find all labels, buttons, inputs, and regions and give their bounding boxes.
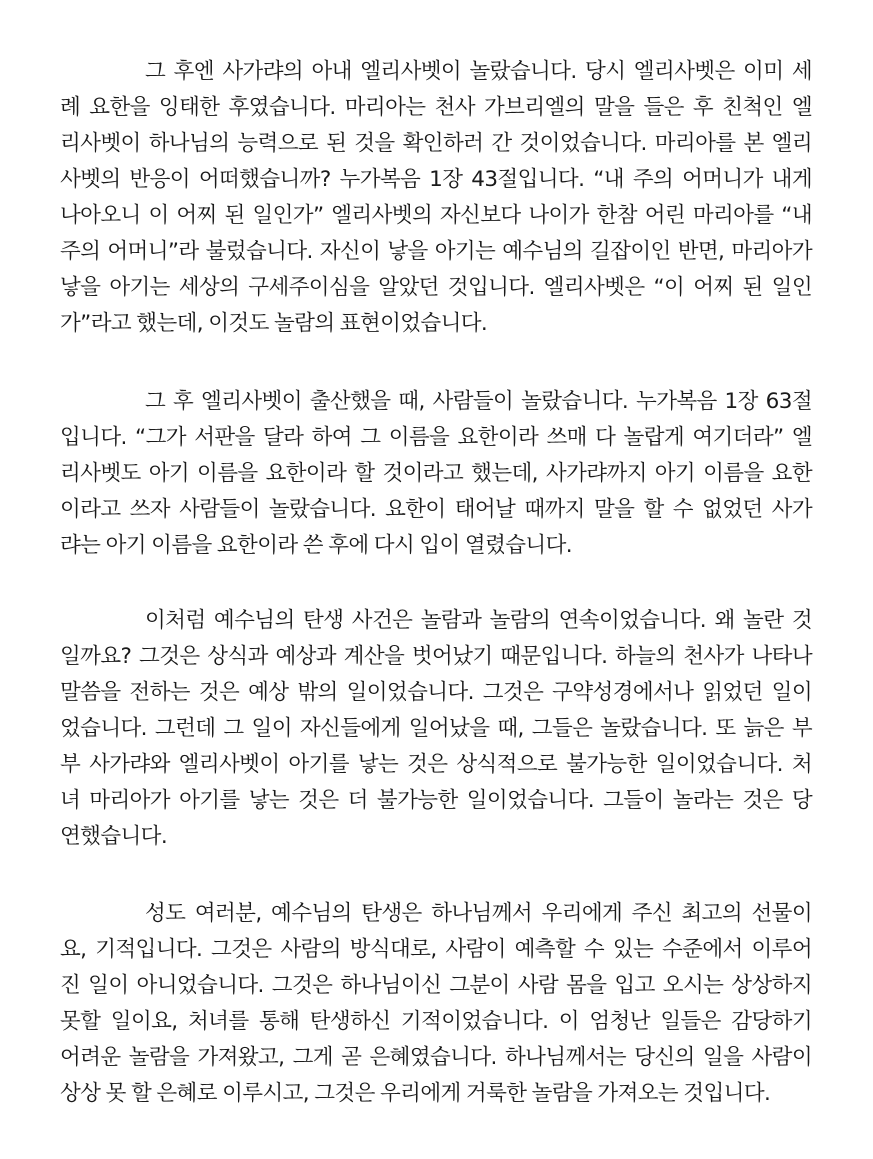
- text-line: 성도 여러분, 예수님의 탄생은 하나님께서 우리에게 주신 최고의 선물이: [145, 901, 812, 926]
- text-line: 이라고 쓰자 사람들이 놀랐습니다. 요한이 태어날 때까지 말을 할 수 없었던 사가: [60, 497, 812, 522]
- text-line: 나아오니 이 어찌 된 일인가” 엘리사벳의 자신보다 나이가 한참 어린 마리아를 “내: [60, 203, 812, 228]
- text-line: 그 후 엘리사벳이 출산했을 때, 사람들이 놀랐습니다. 누가복음 1장 63절: [145, 389, 812, 414]
- text-line: 사벳의 반응이 어떠했습니까? 누가복음 1장 43절입니다. “내 주의 어머니가 내게: [60, 167, 812, 192]
- text-line: 낳을 아기는 세상의 구세주이심을 알았던 것입니다. 엘리사벳은 “이 어찌 된 일인: [60, 275, 812, 300]
- text-line: 리사벳이 하나님의 능력으로 된 것을 확인하러 간 것이었습니다. 마리아를 본 엘리: [60, 131, 812, 156]
- text-line: 랴는 아기 이름을 요한이라 쓴 후에 다시 입이 열렸습니다.: [60, 533, 572, 558]
- text-line: 리사벳도 아기 이름을 요한이라 할 것이라고 했는데, 사가랴까지 아기 이름을 요한: [60, 461, 812, 486]
- text-line: 이처럼 예수님의 탄생 사건은 놀람과 놀람의 연속이었습니다. 왜 놀란 것: [145, 608, 812, 633]
- text-line: 가”라고 했는데, 이것도 놀람의 표현이었습니다.: [60, 311, 488, 336]
- text-line: 상상 못 할 은혜로 이루시고, 그것은 우리에게 거룩한 놀람을 가져오는 것입니다.: [60, 1081, 771, 1106]
- text-line: 입니다. “그가 서판을 달라 하여 그 이름을 요한이라 쓰매 다 놀랍게 여기더라” 엘: [60, 425, 812, 450]
- text-line: 었습니다. 그런데 그 일이 자신들에게 일어났을 때, 그들은 놀랐습니다. 또 늙은 부: [60, 716, 812, 741]
- text-line: 주의 어머니”라 불렀습니다. 자신이 낳을 아기는 예수님의 길잡이인 반면, 마리아가: [60, 239, 812, 264]
- text-line: 연했습니다.: [60, 824, 168, 849]
- text-line: 진 일이 아니었습니다. 그것은 하나님이신 그분이 사람 몸을 입고 오시는 상상하지: [60, 973, 812, 998]
- text-line: 어려운 놀람을 가져왔고, 그게 곧 은혜였습니다. 하나님께서는 당신의 일을 사람이: [60, 1045, 812, 1070]
- text-line: 례 요한을 잉태한 후였습니다. 마리아는 천사 가브리엘의 말을 들은 후 친척인 엘: [60, 95, 812, 120]
- text-line: 부 사가랴와 엘리사벳이 아기를 낳는 것은 상식적으로 불가능한 일이었습니다. 처: [60, 752, 812, 777]
- text-line: 일까요? 그것은 상식과 예상과 계산을 벗어났기 때문입니다. 하늘의 천사가 나타나: [60, 644, 812, 669]
- text-line: 그 후엔 사가랴의 아내 엘리사벳이 놀랐습니다. 당시 엘리사벳은 이미 세: [145, 59, 812, 84]
- text-line: 녀 마리아가 아기를 낳는 것은 더 불가능한 일이었습니다. 그들이 놀라는 것은 당: [60, 788, 812, 813]
- text-line: 말씀을 전하는 것은 예상 밖의 일이었습니다. 그것은 구약성경에서나 읽었던 일이: [60, 680, 812, 705]
- text-line: 요, 기적입니다. 그것은 사람의 방식대로, 사람이 예측할 수 있는 수준에서 이루어: [60, 937, 812, 962]
- text-line: 못할 일이요, 처녀를 통해 탄생하신 기적이었습니다. 이 엄청난 일들은 감당하기: [60, 1009, 812, 1034]
